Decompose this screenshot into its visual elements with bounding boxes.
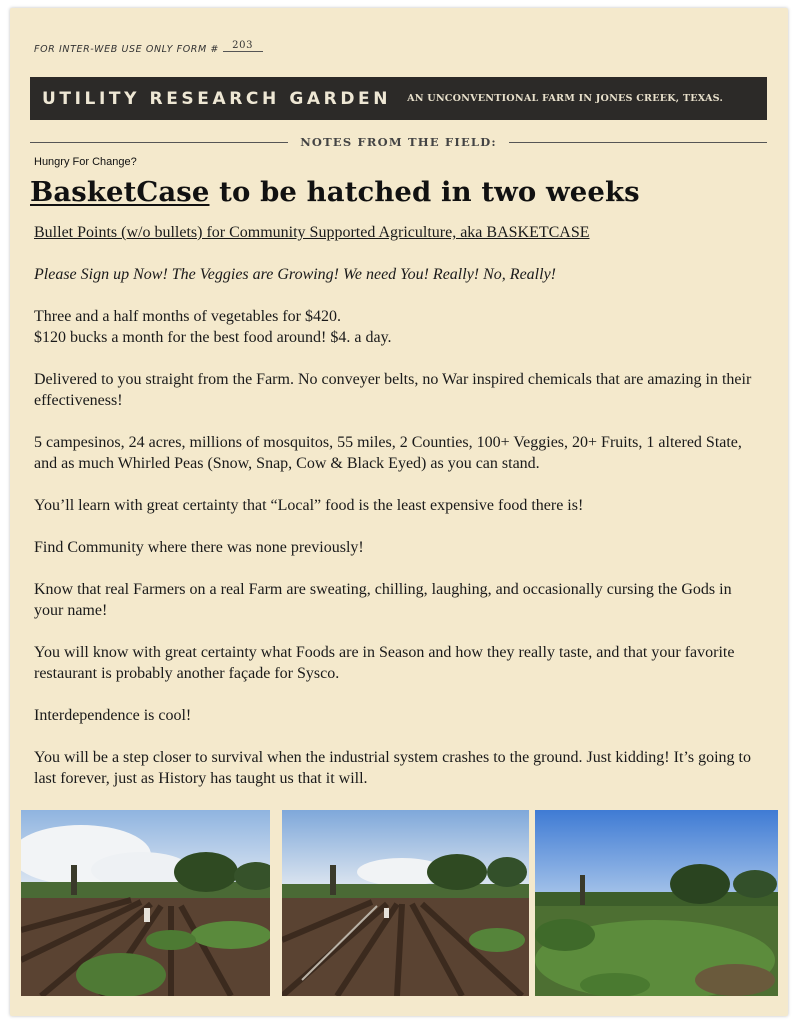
paragraph-price <box>34 306 764 348</box>
kicker-text: Hungry For Change? <box>34 156 137 168</box>
headline-brand: BasketCase <box>30 176 210 208</box>
masthead-subtitle: AN UNCONVENTIONAL FARM IN JONES CREEK, TEXAS. <box>407 93 723 104</box>
article-body <box>34 222 764 810</box>
section-label: NOTES FROM THE FIELD: <box>300 135 497 149</box>
paragraph-stats: 5 campesinos, 24 acres, millions of mosquitos, 55 miles, 2 Counties, 100+ Veggies, 20+ Fruits, 1 altered State, and as much Whirled Peas (Snow, Snap, Cow & Black Eyed) as you can stand. <box>34 434 742 472</box>
masthead-title: UTILITY RESEARCH GARDEN <box>42 88 392 109</box>
paragraph-survival: You will be a step closer to survival when the industrial system crashes to the ground. Just kidding! It’s going to last forever, just as History has taught us that it will. <box>34 749 751 787</box>
paragraph-delivery: Delivered to you straight from the Farm. No conveyer belts, no War inspired chemicals that are amazing in their effectiveness! <box>34 371 752 409</box>
paragraph-farmers: Know that real Farmers on a real Farm are sweating, chilling, laughing, and occasionally cursing the Gods in your name! <box>34 581 732 619</box>
farm-photo-2 <box>282 810 529 996</box>
headline <box>30 176 640 208</box>
form-number: 203 <box>223 40 263 52</box>
paragraph-signup: Please Sign up Now! The Veggies are Growing! We need You! Really! No, Really! <box>34 266 556 283</box>
section-divider <box>30 132 767 152</box>
farm-photo-1-image <box>21 810 270 996</box>
farm-photo-2-image <box>282 810 529 996</box>
paragraph-community: Find Community where there was none previously! <box>34 539 364 556</box>
farm-photo-3 <box>535 810 778 996</box>
paragraph-price-text: Three and a half months of vegetables for $420. $120 bucks a month for the best food around! $4. a day. <box>34 308 392 346</box>
farm-photo-3-image <box>535 810 778 996</box>
form-line <box>34 40 263 56</box>
farm-photo-1 <box>21 810 270 996</box>
divider-line-right <box>509 142 767 143</box>
divider-line-left <box>30 142 288 143</box>
masthead-banner <box>30 77 767 120</box>
paragraph-interdependence: Interdependence is cool! <box>34 707 192 724</box>
paragraph-seasons: You will know with great certainty what Foods are in Season and how they really taste, and that your favorite restaurant is probably another façade for Sysco. <box>34 644 735 682</box>
form-prefix: FOR INTER-WEB USE ONLY FORM # <box>34 44 219 55</box>
headline-rest: to be hatched in two weeks <box>209 176 640 208</box>
paragraph-local: You’ll learn with great certainty that “Local” food is the least expensive food there is! <box>34 497 584 514</box>
subheading: Bullet Points (w/o bullets) for Community Supported Agriculture, aka BASKETCASE <box>34 224 590 241</box>
